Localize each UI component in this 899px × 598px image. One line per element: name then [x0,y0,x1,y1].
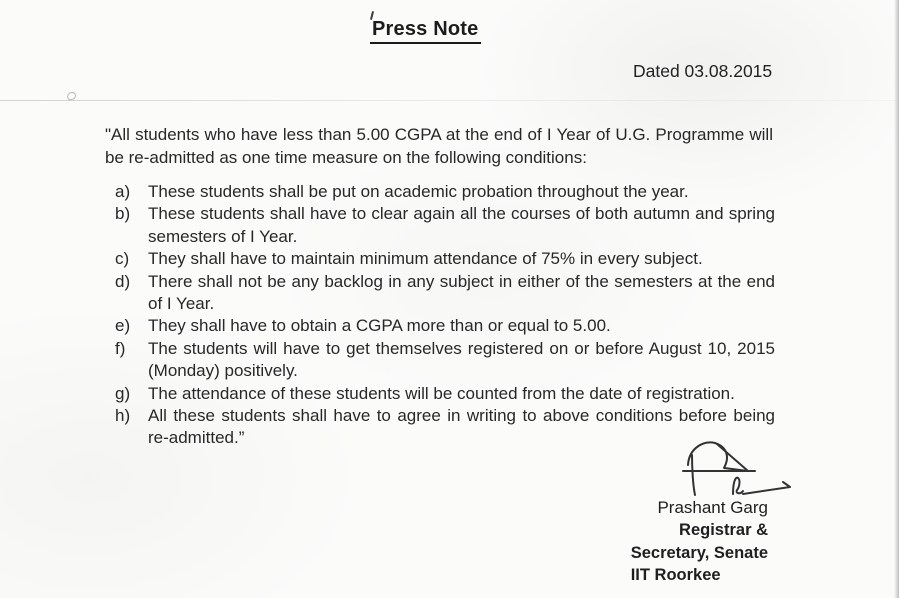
signatory-name: Prashant Garg [657,498,768,517]
condition-item-f [115,338,775,383]
condition-text: These students shall be put on academic probation throughout the year. [148,182,689,201]
signatory-institute: IIT Roorkee [630,565,721,584]
condition-marker: c) [115,249,130,269]
condition-marker: h) [115,406,131,426]
date-line: Dated 03.08.2015 [633,61,773,81]
condition-text: The attendance of these students will be counted from the date of registration. [148,383,735,403]
scan-line-artifact [0,100,899,101]
condition-marker: e) [115,316,131,336]
condition-item-e [115,315,775,337]
condition-text: The students will have to get themselves registered on or before August 10, 2015 (Monday) positively. [148,338,775,381]
condition-marker: d) [115,271,131,291]
condition-item-c [115,248,775,270]
page-title: Press Note [370,18,481,44]
scan-edge-shadow [894,0,899,598]
intro-paragraph: "All students who have less than 5.00 CGPA at the end of I Year of U.G. Programme will be re-admitted as one time measure on the following conditions: [105,125,773,167]
condition-marker: g) [115,383,131,403]
condition-marker: a) [115,182,131,201]
condition-item-b [115,203,775,248]
condition-text: They shall have to maintain minimum attendance of 75% in every subject. [148,249,703,269]
condition-item-d [115,271,775,316]
condition-text: These students shall have to clear again all the courses of both autumn and spring semesters of I Year. [148,204,775,246]
condition-text: All these students shall have to agree in writing to above conditions before being re-admitted.” [148,406,775,448]
condition-text: There shall not be any backlog in any subject in either of the semesters at the end of I Year. [148,271,775,314]
conditions-list [115,181,775,450]
condition-item-g [115,383,775,405]
signatory-role-secretary: Secretary, Senate [630,543,768,562]
condition-marker: f) [115,338,126,358]
signatory-role-registrar: Registrar & [679,521,768,540]
condition-marker: b) [115,204,131,224]
signature-block [631,497,768,586]
condition-text: They shall have to obtain a CGPA more than or equal to 5.00. [148,316,611,336]
condition-item-a [115,181,775,203]
